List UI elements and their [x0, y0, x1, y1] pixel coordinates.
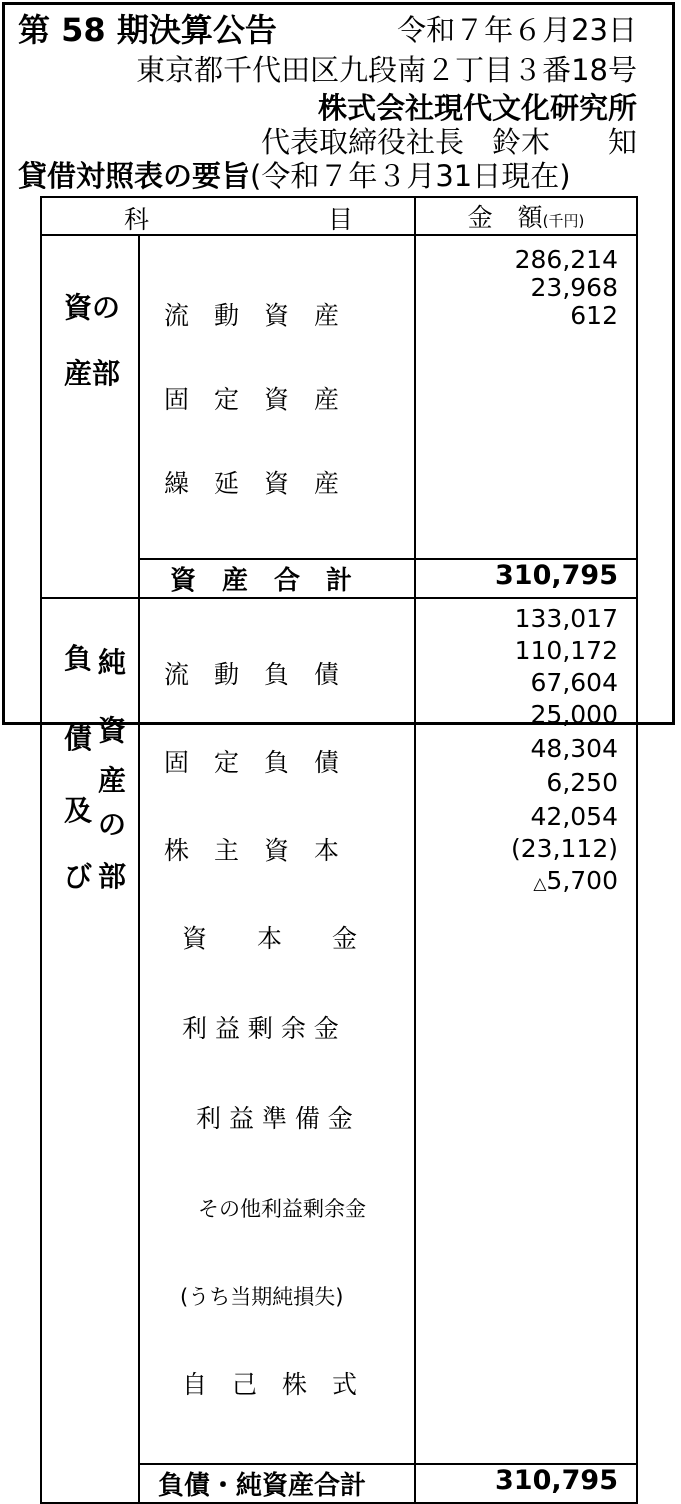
liabilities-items-row	[41, 598, 637, 1464]
header-kamoku-1: 科	[124, 205, 150, 234]
header-unit: (千円)	[542, 212, 585, 230]
amount-value: 23,968	[530, 273, 618, 302]
assets-amounts	[415, 235, 637, 559]
list-item: 資 本 金	[182, 924, 358, 953]
list-item: (うち当期純損失)	[180, 1285, 344, 1309]
amount-value: 6,250	[546, 768, 618, 797]
list-item: 株 主 資 本	[164, 836, 340, 865]
liab-label-char: び	[64, 860, 93, 893]
list-item: 流 動 負 債	[164, 660, 340, 689]
list-item: 固 定 資 産	[164, 385, 340, 414]
assets-label-bottom: 産部	[64, 357, 121, 390]
balance-sheet-date: (令和７年３月31日現在)	[250, 159, 571, 193]
header-kamoku-2: 目	[328, 205, 354, 234]
notice-date: 令和７年６月23日	[397, 13, 637, 47]
representative-title: 代表取締役社長	[260, 125, 464, 159]
assets-section-label	[41, 235, 139, 598]
balance-sheet-title	[18, 159, 571, 193]
balance-sheet-table	[40, 196, 638, 1504]
assets-total-amount: 310,795	[415, 559, 637, 598]
assets-total-label: 資 産 合 計	[139, 559, 415, 598]
list-item: 繰 延 資 産	[164, 469, 340, 498]
amount-value: (23,112)	[511, 834, 618, 863]
company-name: 株式会社現代文化研究所	[317, 91, 637, 125]
assets-label-top: 資の	[64, 291, 121, 324]
liabilities-items	[139, 598, 415, 1464]
representative-name: 鈴木 知	[491, 125, 637, 159]
triangle-minus-icon: △	[533, 874, 547, 894]
assets-items	[139, 235, 415, 559]
liab-label-char: 部	[98, 860, 127, 893]
header-amount-label: 金 額	[467, 203, 543, 232]
amount-value: 110,172	[514, 636, 618, 665]
liabilities-amounts	[415, 598, 637, 1464]
list-item: 固 定 負 債	[164, 748, 340, 777]
liab-label-char: 産	[98, 764, 127, 797]
liabilities-section-label	[41, 598, 139, 1503]
list-item: 利 益 剰 余 金	[182, 1014, 339, 1043]
list-item: 利 益 準 備 金	[196, 1104, 353, 1133]
assets-items-row	[41, 235, 637, 559]
amount-value: 42,054	[530, 802, 618, 831]
list-item: 自 己 株 式	[182, 1370, 358, 1399]
header-kamoku	[41, 197, 415, 235]
liab-label-char: 純	[98, 646, 127, 679]
amount-value: 25,000	[530, 700, 618, 729]
amount-value: 133,017	[514, 604, 618, 633]
company-address: 東京都千代田区九段南２丁目３番18号	[136, 53, 637, 87]
liab-label-char: 及	[64, 794, 93, 827]
amount-value: 286,214	[514, 245, 618, 274]
list-item: 流 動 資 産	[164, 301, 340, 330]
amount-value: △5,700	[533, 866, 618, 895]
liab-label-char: の	[98, 808, 127, 841]
amount-value: 48,304	[530, 734, 618, 763]
liabilities-total-label: 負債・純資産合計	[139, 1464, 415, 1503]
liab-label-char: 資	[98, 714, 127, 747]
amount-value: 67,604	[530, 668, 618, 697]
representative	[260, 125, 637, 159]
balance-sheet-heading: 貸借対照表の要旨	[18, 159, 251, 193]
header-amount	[415, 197, 637, 235]
liab-label-char: 負	[64, 642, 93, 675]
list-item: その他利益剰余金	[198, 1197, 366, 1221]
table-header-row	[41, 197, 637, 235]
liabilities-total-amount: 310,795	[415, 1464, 637, 1503]
notice-title: 第 58 期決算公告	[18, 11, 277, 49]
amount-value: 612	[570, 301, 618, 330]
liab-label-char: 債	[64, 722, 93, 755]
